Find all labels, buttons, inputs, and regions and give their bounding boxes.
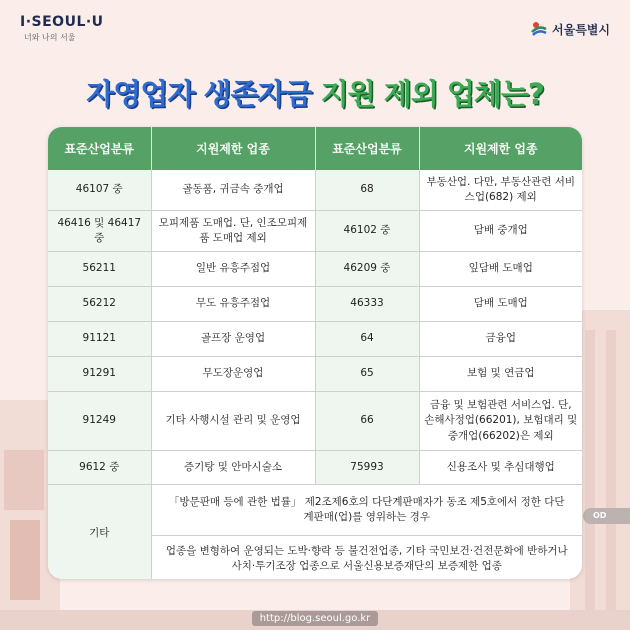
- industry-cell: 보험 및 연금업: [419, 357, 582, 392]
- industry-cell: 담배 도매업: [419, 287, 582, 322]
- table-row-etc: [48, 485, 582, 536]
- code-cell: 66: [315, 392, 419, 451]
- background-sign: OD: [583, 508, 630, 524]
- industry-cell: 모피제품 도매업. 단, 인조모피제품 도매업 제외: [151, 211, 315, 252]
- industry-cell: 기타 사행시설 관리 및 운영업: [151, 392, 315, 451]
- header: [0, 0, 630, 60]
- brand-main: I·SEOUL·U: [20, 14, 104, 30]
- seoul-emblem-icon: [530, 20, 548, 38]
- table-row: [48, 322, 582, 357]
- code-cell: 9612 중: [48, 451, 151, 485]
- industry-cell: 골동품, 귀금속 중개업: [151, 170, 315, 211]
- code-cell: 46333: [315, 287, 419, 322]
- table-row: [48, 451, 582, 485]
- footer-url[interactable]: http://blog.seoul.go.kr: [252, 611, 379, 626]
- code-cell: 64: [315, 322, 419, 357]
- industry-cell: 금융 및 보험관련 서비스업. 단, 손해사정업(66201), 보험대리 및 중개업(66202)은 제외: [419, 392, 582, 451]
- etc-label-cell: 기타: [48, 485, 151, 580]
- code-cell: 68: [315, 170, 419, 211]
- table-row: [48, 252, 582, 287]
- city-logo-text: 서울특별시: [552, 22, 610, 37]
- table-row: [48, 392, 582, 451]
- code-cell: 91249: [48, 392, 151, 451]
- code-cell: 46416 및 46417 중: [48, 211, 151, 252]
- code-cell: 75993: [315, 451, 419, 485]
- restriction-table-card: [48, 127, 582, 579]
- code-cell: 46209 중: [315, 252, 419, 287]
- industry-cell: 무도장운영업: [151, 357, 315, 392]
- table-row: [48, 170, 582, 211]
- code-cell: 91121: [48, 322, 151, 357]
- header-cell: 표준산업분류: [315, 127, 419, 170]
- code-cell: 46102 중: [315, 211, 419, 252]
- footer: [0, 613, 630, 624]
- industry-cell: 잎담배 도매업: [419, 252, 582, 287]
- header-cell: 지원제한 업종: [419, 127, 582, 170]
- i-seoul-u-logo[interactable]: [20, 14, 104, 43]
- industry-cell: 증기탕 및 안마시술소: [151, 451, 315, 485]
- title-part1: 자영업자 생존자금: [86, 77, 321, 111]
- industry-cell: 담배 중개업: [419, 211, 582, 252]
- table-header-row: [48, 127, 582, 170]
- code-cell: 56212: [48, 287, 151, 322]
- industry-cell: 무도 유흥주점업: [151, 287, 315, 322]
- code-cell: 91291: [48, 357, 151, 392]
- table-row: [48, 357, 582, 392]
- restriction-table: [48, 127, 582, 579]
- table-row: [48, 211, 582, 252]
- title-part2: 지원 제외 업체는?: [320, 77, 544, 111]
- seoul-city-logo[interactable]: [530, 20, 610, 38]
- page-title: [0, 72, 630, 113]
- code-cell: 56211: [48, 252, 151, 287]
- industry-cell: 일반 유흥주점업: [151, 252, 315, 287]
- industry-cell: 신용조사 및 추심대행업: [419, 451, 582, 485]
- industry-cell: 금융업: [419, 322, 582, 357]
- etc-text-cell: 「방문판매 등에 관한 법률」 제2조제6호의 다단계판매자가 동조 제5호에서 정한 다단계판매(업)를 영위하는 경우: [151, 485, 582, 536]
- etc-text-cell: 업종을 변형하여 운영되는 도박·향락 등 불건전업종, 기타 국민보건·건전문화에 반하거나 사치·투기조장 업종으로 서울신용보증재단의 보증제한 업종: [165, 544, 568, 572]
- code-cell: 46107 중: [48, 170, 151, 211]
- header-cell: 지원제한 업종: [151, 127, 315, 170]
- table-row: [48, 287, 582, 322]
- industry-cell: 골프장 운영업: [151, 322, 315, 357]
- header-cell: 표준산업분류: [48, 127, 151, 170]
- code-cell: 65: [315, 357, 419, 392]
- industry-cell: 부동산업. 다만, 부동산관련 서비스업(682) 제외: [419, 170, 582, 211]
- brand-sub: 너와 나의 서울: [24, 33, 76, 42]
